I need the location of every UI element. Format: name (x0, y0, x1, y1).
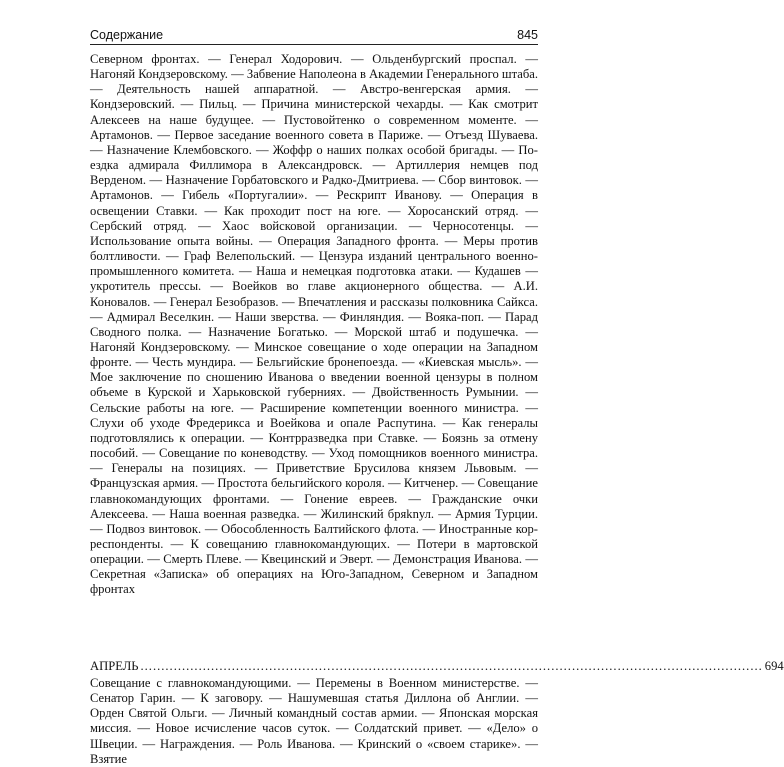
page-number: 845 (517, 28, 538, 42)
contents-body (90, 52, 538, 598)
march-topics-paragraph: Северном фронтах. — Генерал Ходорович. — Ольденбургский проспал. — Нагоняй Кондзеровскому. — Забвение Наполеона в Академии Генерального штаба. — Деятельность нашей аппаратной. — Австро-венгерская армия. — Кондзеровский. — Пильц. — Причина министерской чехарды. — Как смотрит Алексеев на наше будущее. — Пустовойтенко о современном моменте. — Артамонов. — Первое заседание военного совета в Париже. — Отъезд Шуваева. — Назначение Клембовского. — Жоффр о наших полках особой бригады. — Поездка адмирала Филлимора в Александровск. — Артиллерия немцев под Верденом. — Назначение Горбатовского и Радко-Дмитриева. — Сбор винтовок. — Артамонов. — Гибель «Португалии». — Рескрипт Иванову. — Операция в освещении Ставки. — Как проходит пост на юге. — Хоросанский отряд. — Сербский отряд. — Хаос войсковой организации. — Черносотенцы. — Использование опыта войны. — Операция Западного фронта. — Меры против болтливости. — Граф Велепольский. — Цензура изданий центрального военно-промышленного комитета. — Наша и немецкая подготовка атаки. — Кудашев — укротитель прессы. — Воейков во главе акционерного общества. — А.И. Коновалов. — Генерал Безобразов. — Впечатления и рассказы полковника Сайкса. — Адмирал Веселкин. — Наши зверства. — Финляндия. — Вояка-поп. — Парад Сводного полка. — Назначение Богатько. — Морской штаб и подушечка. — Нагоняй Кондзеровскому. — Минское совещание о ходе операции на Западном фронте. — Честь мундира. — Бельгийские бронепоезда. — «Киевская мысль». — Мое заключение по сношению Иванова о введении военной цензуры в полном объеме в Курской и Харьковской губерниях. — Двойственность Румынии. — Сельские работы на юге. — Расширение компетенции военного министра. — Слухи об уходе Фредерикса и Воейкова и опале Распутина. — Как генералы подготовлялись к операции. — Контрразведка при Ставке. — Боязнь за отмену пособий. — Совещание по коневодству. — Уход помощников военного министра. — Генералы на позициях. — Приветствие Брусилова князем Львовым. — Французская армия. — Простота бельгийского короля. — Китченер. — Совещание главнокомандующих фронтами. — Гонение евреев. — Гражданские очки Алексеева. — Наша военная разведка. — Жилинский бряknул. — Армия Турции. — Подвоз винтовок. — Обособленность Балтийского флота. — Иностранные корреспонденты. — К совещанию главнокомандующих. — Потери в мартовской операции. — Смерть Плеве. — Квецинский и Эверт. — Демонстрация Иванова. — Секретная «Записка» об операциях на Юго-Западном, Северном и Западном фронтах (90, 52, 538, 597)
april-section-entry (90, 659, 784, 674)
section-title: Содержание (90, 28, 164, 42)
april-contents-body (90, 676, 538, 767)
dot-leader: ...................................................................................................................................................... (140, 659, 763, 673)
april-section-page: 694 (764, 659, 784, 673)
april-topics-paragraph: Совещание с главнокомандующими. — Перемены в Военном министерстве. — Сенатор Гарин. — К заговору. — Нашумевшая статья Диллона об Англии. — Орден Святой Ольги. — Личный командный состав армии. — Японская морская миссия. — Новое исчисление часов суток. — Солдатский привет. — «Дело» о Швеции. — Награждения. — Роль Иванова. — Кринский о «своем старике». — Взятие (90, 676, 538, 766)
running-head (90, 22, 538, 42)
april-section-title: АПРЕЛЬ (90, 659, 139, 673)
header-rule (90, 44, 538, 45)
